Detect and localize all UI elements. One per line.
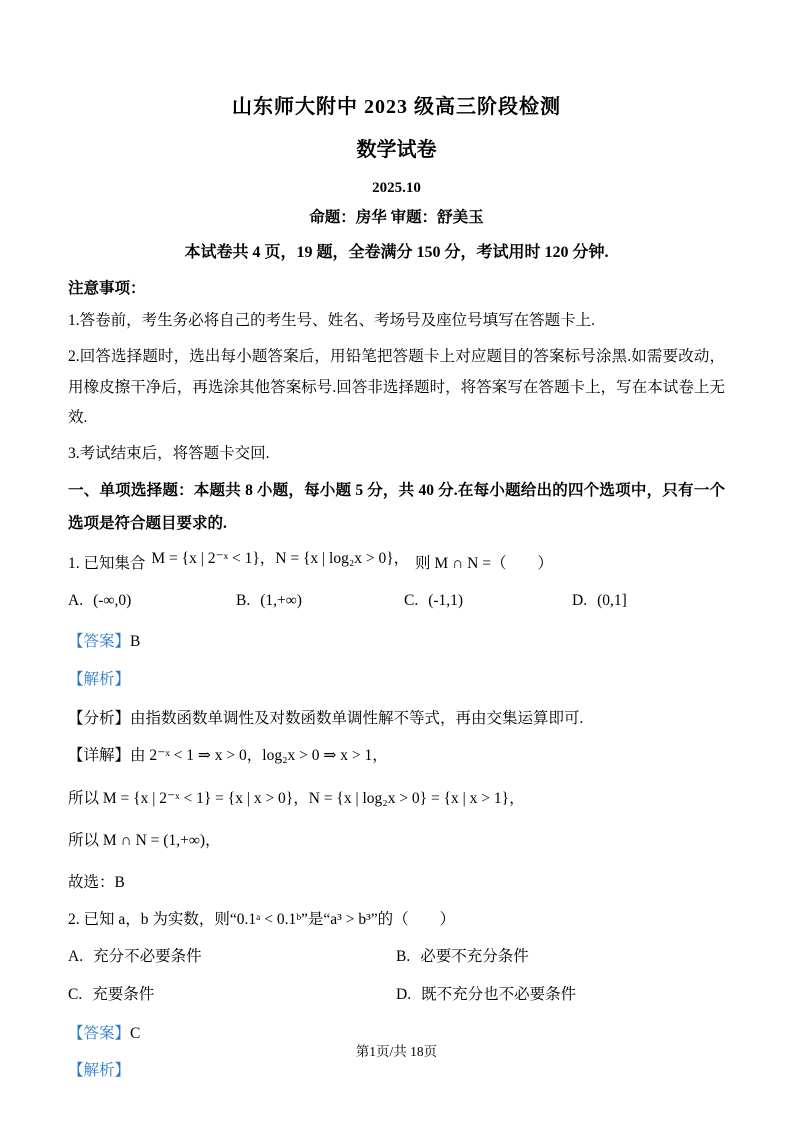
jiexi-label: 【解析】 bbox=[68, 670, 131, 688]
option-d-label: D. bbox=[572, 592, 588, 610]
question-2-jiexi-line bbox=[68, 1056, 725, 1085]
option-b-text: (1,+∞) bbox=[260, 592, 302, 610]
answer-label: 【答案】 bbox=[68, 1025, 131, 1043]
analysis-label: 【分析】 bbox=[68, 710, 131, 728]
exam-authors: 命题：房华 审题：舒美玉 bbox=[309, 209, 484, 226]
question-2-options-row-1 bbox=[68, 943, 725, 971]
question-1-answer-value: B bbox=[130, 633, 141, 651]
option-a-text: (-∞,0) bbox=[93, 592, 132, 610]
question-2-option-c bbox=[68, 981, 396, 1009]
question-1-detail-2: 所以 M = {x | 2⁻ˣ < 1} = {x | x > 0}，N = {x | log₂x > 0} = {x | x > 1}， bbox=[68, 789, 525, 807]
question-2-stem: 2. 已知 a，b 为实数，则“0.1ᵃ < 0.1ᵇ”是“a³ > b³”的（ ） bbox=[68, 911, 456, 929]
question-2-options-row-2 bbox=[68, 981, 725, 1009]
question-1-stem bbox=[68, 548, 725, 579]
question-1-jiexi-line bbox=[68, 665, 725, 694]
analysis-text: 由指数函数单调性及对数函数单调性解不等式，再由交集运算即可. bbox=[130, 710, 584, 728]
document-title: 山东师大附中 2023 级高三阶段检测 bbox=[232, 96, 561, 118]
jiexi-label: 【解析】 bbox=[68, 1062, 131, 1080]
question-2-answer-value: C bbox=[130, 1025, 141, 1043]
question-1-detail-3: 所以 M ∩ N = (1,+∞)， bbox=[68, 832, 221, 850]
question-1-detail-1 bbox=[68, 740, 725, 773]
option-d-text: 既不充分也不必要条件 bbox=[421, 986, 577, 1004]
question-1-option-d bbox=[572, 587, 725, 615]
option-c-text: 充要条件 bbox=[92, 986, 155, 1004]
option-c-label: C. bbox=[68, 986, 83, 1004]
question-1-formula: M = {x | 2⁻ˣ < 1}，N = {x | log₂x > 0}， bbox=[151, 550, 410, 568]
option-b-text: 必要不充分条件 bbox=[420, 948, 529, 966]
question-1-option-c bbox=[404, 587, 572, 615]
question-2-option-b bbox=[396, 943, 725, 971]
question-1-analysis bbox=[68, 704, 725, 734]
exam-info: 本试卷共 4 页，19 题，全卷满分 150 分，考试用时 120 分钟. bbox=[184, 244, 609, 261]
question-2-option-a bbox=[68, 943, 396, 971]
notice-item-3: 3.考试结束后，将答题卡交回. bbox=[68, 445, 270, 463]
answer-label: 【答案】 bbox=[68, 633, 131, 651]
option-c-text: (-1,1) bbox=[428, 592, 464, 610]
option-c-label: C. bbox=[404, 592, 419, 610]
question-1-options bbox=[68, 587, 725, 615]
option-a-label: A. bbox=[68, 592, 84, 610]
detail-label: 【详解】 bbox=[68, 747, 131, 765]
option-a-label: A. bbox=[68, 948, 84, 966]
notices-title: 注意事项： bbox=[68, 280, 146, 297]
option-b-label: B. bbox=[396, 948, 411, 966]
question-1-option-a bbox=[68, 587, 236, 615]
page-footer: 第1页/共 18页 bbox=[355, 1044, 438, 1059]
document-subtitle: 数学试卷 bbox=[356, 139, 437, 161]
question-1-stem-prefix: 1. 已知集合 bbox=[68, 555, 146, 573]
notice-item-1: 1.答卷前，考生务必将自己的考生号、姓名、考场号及座位号填写在答题卡上. bbox=[68, 312, 596, 330]
question-1-conclusion: 故选：B bbox=[68, 874, 125, 892]
section-1-heading: 一、单项选择题：本题共 8 小题，每小题 5 分，共 40 分.在每小题给出的四个选项中，只有一个选项是符合题目要求的. bbox=[68, 482, 725, 532]
detail-text-1: 由 2⁻ˣ < 1 ⇒ x > 0，log₂x > 0 ⇒ x > 1， bbox=[130, 747, 388, 765]
notice-item-2: 2.回答选择题时，选出每小题答案后，用铅笔把答题卡上对应题目的答案标号涂黑.如需要改动，用橡皮擦干净后，再选涂其他答案标号.回答非选择题时，将答案写在答题卡上，写在本试卷上无效. bbox=[68, 348, 725, 426]
option-d-label: D. bbox=[396, 986, 412, 1004]
option-a-text: 充分不必要条件 bbox=[93, 948, 202, 966]
question-1-answer-line bbox=[68, 627, 725, 656]
question-1-stem-suffix: 则 M ∩ N =（ ） bbox=[415, 555, 553, 573]
question-1-option-b bbox=[236, 587, 404, 615]
question-2-option-d bbox=[396, 981, 725, 1009]
option-d-text: (0,1] bbox=[597, 592, 627, 610]
exam-date: 2025.10 bbox=[372, 180, 421, 196]
option-b-label: B. bbox=[236, 592, 251, 610]
